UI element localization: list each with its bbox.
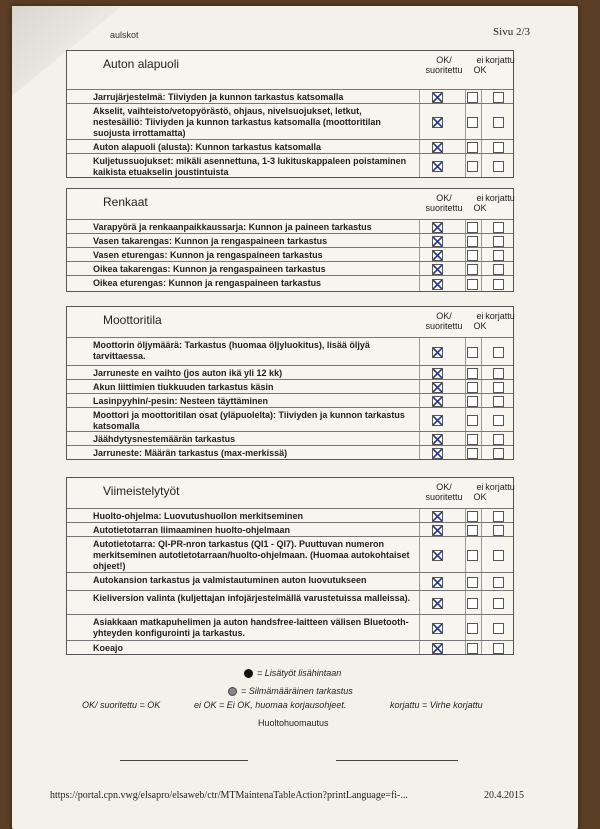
row-label: Oikea eturengas: Kunnon ja rengaspaineen tarkastus	[93, 278, 322, 288]
checklist-row	[67, 431, 513, 446]
ei-ok-checkbox[interactable]	[467, 623, 478, 634]
row-label: Akun liittimien tiukkuuden tarkastus käsin	[93, 382, 274, 392]
row-label: Huolto-ohjelma: Luovutushuollon merkitseminen	[93, 511, 304, 521]
row-label: Autokansion tarkastus ja valmistautuminen auton luovutukseen	[93, 575, 367, 585]
korjattu-checkbox[interactable]	[493, 511, 504, 522]
korjattu-checkbox[interactable]	[493, 250, 504, 261]
korjattu-checkbox[interactable]	[493, 236, 504, 247]
korjattu-checkbox[interactable]	[493, 347, 504, 358]
key-korjattu: korjattu = Virhe korjattu	[390, 700, 483, 710]
row-label: Moottorin öljymäärä: Tarkastus (huomaa öljyluokitus), lisää öljyä tarvittaessa.	[93, 340, 370, 361]
ok-checkbox[interactable]	[432, 222, 443, 233]
checklist-row	[67, 614, 513, 641]
row-label: Oikea takarengas: Kunnon ja rengaspaineen tarkastus	[93, 264, 326, 274]
korjattu-checkbox[interactable]	[493, 448, 504, 459]
checklist-row	[67, 153, 513, 178]
column-header-korjattu: korjattu	[485, 193, 515, 203]
ok-checkbox[interactable]	[432, 415, 443, 426]
ok-checkbox[interactable]	[432, 161, 443, 172]
checklist-row	[67, 275, 513, 292]
ei-ok-checkbox[interactable]	[467, 525, 478, 536]
korjattu-checkbox[interactable]	[493, 142, 504, 153]
row-label: Moottori ja moottoritilan osat (yläpuolelta): Tiiviyden ja kunnon tarkastus katsomalla	[93, 410, 405, 431]
ei-ok-checkbox[interactable]	[467, 382, 478, 393]
korjattu-checkbox[interactable]	[493, 623, 504, 634]
row-label: Jarruneste: Määrän tarkastus (max-merkissä)	[93, 448, 288, 458]
page-number: Sivu 2/3	[493, 26, 530, 38]
ei-ok-checkbox[interactable]	[467, 279, 478, 290]
ei-ok-checkbox[interactable]	[467, 161, 478, 172]
signature-line-right	[336, 760, 458, 761]
ei-ok-checkbox[interactable]	[467, 643, 478, 654]
column-header-ok: OK/ suoritettu	[425, 311, 463, 331]
row-label: Varapyörä ja renkaanpaikkaussarja: Kunnon ja paineen tarkastus	[93, 222, 372, 232]
checklist-row	[67, 393, 513, 408]
row-label: Vasen takarengas: Kunnon ja rengaspaineen tarkastus	[93, 236, 328, 246]
korjattu-checkbox[interactable]	[493, 264, 504, 275]
column-header-ei-ok: ei OK	[473, 193, 487, 213]
ok-checkbox[interactable]	[432, 92, 443, 103]
column-header-ei-ok: ei OK	[473, 311, 487, 331]
checklist-row	[67, 219, 513, 234]
footer-url: https://portal.cpn.vwg/elsapro/elsaweb/ctr/MTMaintenaTableAction?printLanguage=fi-...	[50, 790, 408, 801]
legend-visual	[228, 686, 353, 696]
column-header-ok: OK/ suoritettu	[425, 482, 463, 502]
ei-ok-checkbox[interactable]	[467, 250, 478, 261]
key-ei-ok: ei OK = Ei OK, huomaa korjausohjeet.	[194, 700, 347, 710]
checklist-row	[67, 522, 513, 537]
row-label: Jarrujärjestelmä: Tiiviyden ja kunnon tarkastus katsomalla	[93, 92, 344, 102]
checklist-row	[67, 103, 513, 140]
korjattu-checkbox[interactable]	[493, 92, 504, 103]
column-header-ei-ok: ei OK	[473, 482, 487, 502]
section	[66, 306, 514, 460]
legend-extra	[244, 668, 341, 678]
row-label: Jäähdytysnestemäärän tarkastus	[93, 434, 236, 444]
ei-ok-checkbox[interactable]	[467, 511, 478, 522]
row-label: Auton alapuoli (alusta): Kunnon tarkastus katsomalla	[93, 142, 322, 152]
checklist-row	[67, 590, 513, 615]
korjattu-checkbox[interactable]	[493, 598, 504, 609]
ok-checkbox[interactable]	[432, 250, 443, 261]
ok-checkbox[interactable]	[432, 279, 443, 290]
ei-ok-checkbox[interactable]	[467, 396, 478, 407]
column-header-ok: OK/ suoritettu	[425, 55, 463, 75]
ok-checkbox[interactable]	[432, 550, 443, 561]
remarks-label: Huoltohuomautus	[258, 718, 329, 728]
row-label: Akselit, vaihteisto/vetopyörästö, ohjaus, nivelsuojukset, letkut, nestesäiliö: Tiiviyden ja kunnon tarkastus katsomalla (moottoritilan suojusta irrottamatta)	[93, 106, 381, 138]
column-header-korjattu: korjattu	[485, 55, 515, 65]
row-label: Kuljetussuojukset: mikäli asennettuna, 1-3 lukituskappaleen poistaminen kaikista etuakselin joustintuista	[93, 156, 407, 177]
row-label: Koeajo	[93, 643, 124, 653]
checklist-row	[67, 407, 513, 432]
column-header-ok: OK/ suoritettu	[425, 193, 463, 213]
ok-checkbox[interactable]	[432, 396, 443, 407]
ei-ok-checkbox[interactable]	[467, 236, 478, 247]
ei-ok-checkbox[interactable]	[467, 368, 478, 379]
section-title: Viimeistelytyöt	[103, 484, 180, 498]
korjattu-checkbox[interactable]	[493, 222, 504, 233]
checklist-row	[67, 536, 513, 573]
ok-checkbox[interactable]	[432, 236, 443, 247]
column-header-korjattu: korjattu	[485, 311, 515, 321]
header-left-text: aulskot	[110, 30, 139, 40]
korjattu-checkbox[interactable]	[493, 396, 504, 407]
section	[66, 477, 514, 655]
korjattu-checkbox[interactable]	[493, 577, 504, 588]
section-title: Moottoritila	[103, 313, 162, 327]
ok-checkbox[interactable]	[432, 142, 443, 153]
ok-checkbox[interactable]	[432, 368, 443, 379]
ei-ok-checkbox[interactable]	[467, 434, 478, 445]
ok-checkbox[interactable]	[432, 623, 443, 634]
ok-checkbox[interactable]	[432, 434, 443, 445]
section	[66, 50, 514, 178]
ok-checkbox[interactable]	[432, 525, 443, 536]
korjattu-checkbox[interactable]	[493, 643, 504, 654]
row-label: Kieliversion valinta (kuljettajan infojärjestelmällä varustetuissa malleissa).	[93, 593, 411, 603]
column-header-ei-ok: ei OK	[473, 55, 487, 75]
legend-extra-text: = Lisätyöt lisähintaan	[257, 668, 342, 678]
footer-date: 20.4.2015	[484, 790, 524, 801]
korjattu-checkbox[interactable]	[493, 279, 504, 290]
ok-checkbox[interactable]	[432, 448, 443, 459]
ei-ok-checkbox[interactable]	[467, 222, 478, 233]
korjattu-checkbox[interactable]	[493, 161, 504, 172]
checklist-row	[67, 247, 513, 262]
checklist-row	[67, 365, 513, 380]
ei-ok-checkbox[interactable]	[467, 264, 478, 275]
ok-checkbox[interactable]	[432, 598, 443, 609]
section-title: Renkaat	[103, 195, 148, 209]
ei-ok-checkbox[interactable]	[467, 598, 478, 609]
eye-dot-icon	[228, 687, 237, 696]
section-title: Auton alapuoli	[103, 57, 180, 71]
ok-checkbox[interactable]	[432, 382, 443, 393]
row-label: Asiakkaan matkapuhelimen ja auton handsfree-laitteen välisen Bluetooth-yhteyden konfigurointi ja tarkastus.	[93, 617, 409, 638]
checklist-row	[67, 233, 513, 248]
checklist-row	[67, 261, 513, 276]
key-ok: OK/ suoritettu = OK	[82, 700, 161, 710]
row-label: Vasen eturengas: Kunnon ja rengaspaineen tarkastus	[93, 250, 323, 260]
korjattu-checkbox[interactable]	[493, 550, 504, 561]
checklist-row	[67, 337, 513, 366]
korjattu-checkbox[interactable]	[493, 382, 504, 393]
row-label: Lasinpyyhin/-pesin: Nesteen täyttäminen	[93, 396, 269, 406]
checklist-row	[67, 508, 513, 523]
ok-checkbox[interactable]	[432, 511, 443, 522]
legend-visual-text: = Silmämääräinen tarkastus	[241, 686, 353, 696]
ei-ok-checkbox[interactable]	[467, 117, 478, 128]
checklist-row	[67, 640, 513, 655]
ei-ok-checkbox[interactable]	[467, 142, 478, 153]
korjattu-checkbox[interactable]	[493, 368, 504, 379]
column-header-korjattu: korjattu	[485, 482, 515, 492]
ei-ok-checkbox[interactable]	[467, 448, 478, 459]
ok-checkbox[interactable]	[432, 264, 443, 275]
ok-checkbox[interactable]	[432, 643, 443, 654]
row-label: Jarruneste en vaihto (jos auton ikä yli 12 kk)	[93, 368, 283, 378]
ok-checkbox[interactable]	[432, 347, 443, 358]
ok-checkbox[interactable]	[432, 117, 443, 128]
ei-ok-checkbox[interactable]	[467, 550, 478, 561]
checklist-row	[67, 572, 513, 591]
korjattu-checkbox[interactable]	[493, 117, 504, 128]
ei-ok-checkbox[interactable]	[467, 415, 478, 426]
checklist-row	[67, 379, 513, 394]
ei-ok-checkbox[interactable]	[467, 347, 478, 358]
row-label: Autotietotarran liimaaminen huolto-ohjelmaan	[93, 525, 291, 535]
checklist-row	[67, 89, 513, 104]
row-label: Autotietotarra: QI-PR-nron tarkastus (QI1 - QI7). Puuttuvan numeron merkitseminen autotietotarraan/huolto-ohjelmaan. (Huomaa autokohtaiset ohjeet!)	[93, 539, 410, 571]
korjattu-checkbox[interactable]	[493, 415, 504, 426]
checklist-row	[67, 139, 513, 154]
filled-dot-icon	[244, 669, 253, 678]
signature-line-left	[120, 760, 248, 761]
section	[66, 188, 514, 292]
ok-checkbox[interactable]	[432, 577, 443, 588]
ei-ok-checkbox[interactable]	[467, 577, 478, 588]
korjattu-checkbox[interactable]	[493, 525, 504, 536]
korjattu-checkbox[interactable]	[493, 434, 504, 445]
checklist-row	[67, 445, 513, 460]
ei-ok-checkbox[interactable]	[467, 92, 478, 103]
